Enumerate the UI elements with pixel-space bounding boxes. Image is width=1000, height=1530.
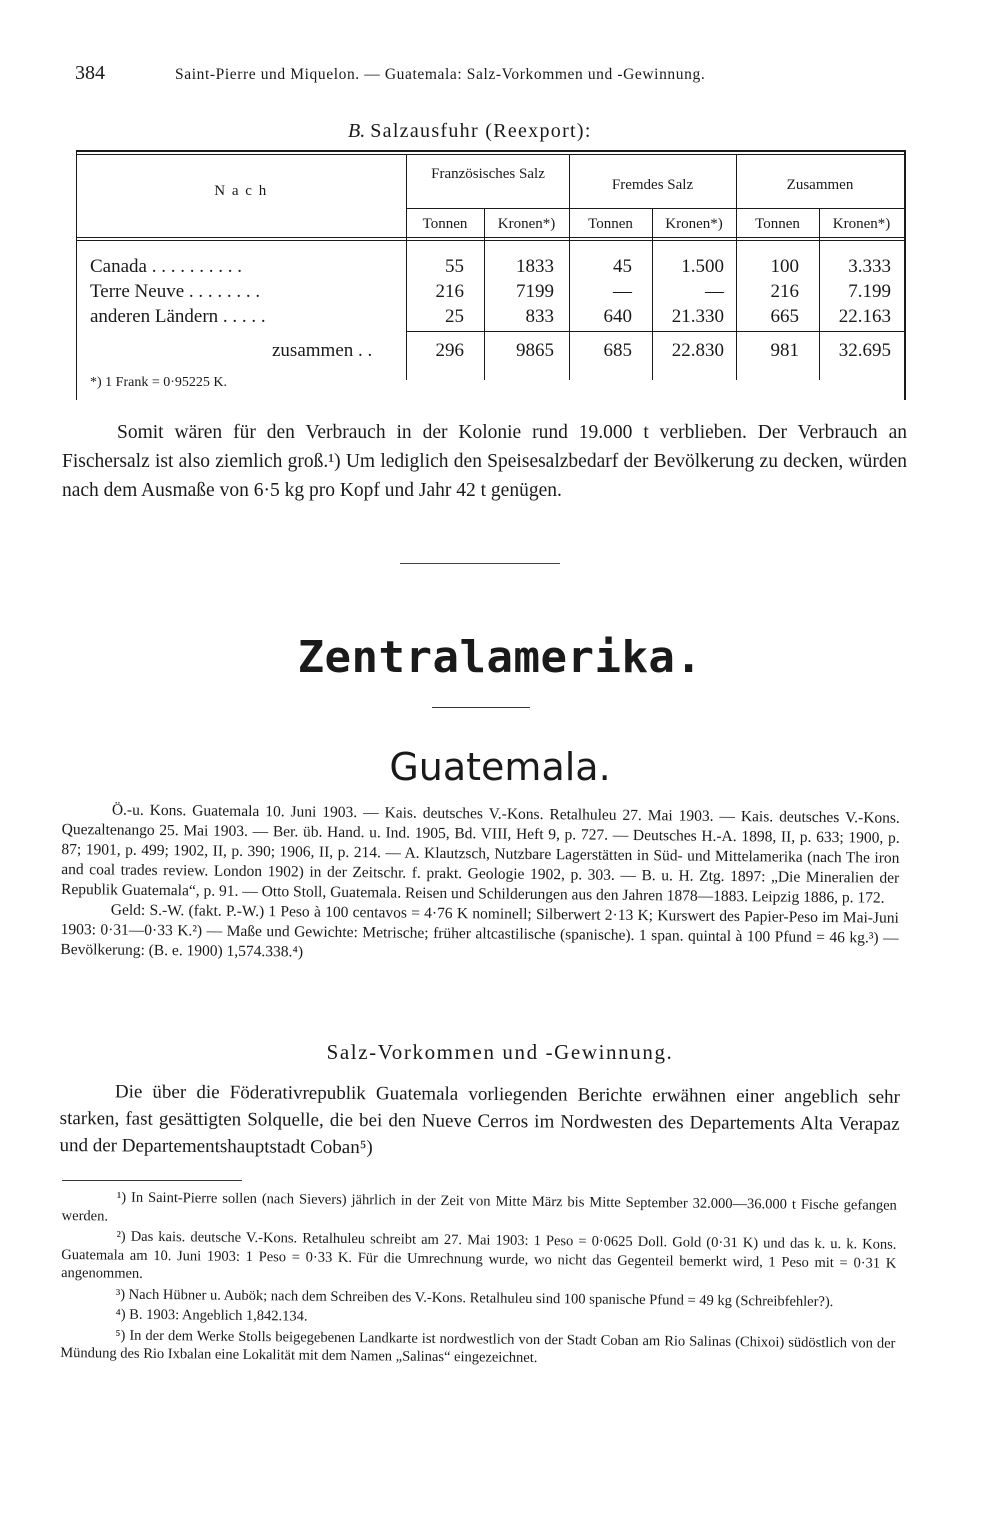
footnotes <box>60 1188 897 1373</box>
table-cell: 216 <box>435 281 464 302</box>
paragraph-consumption <box>62 418 907 505</box>
table-cell: 7.199 <box>848 281 891 302</box>
table-header-mid-rule <box>406 208 906 209</box>
table-total-cell: 32.695 <box>838 340 891 361</box>
section-title: Zentralamerika. <box>297 632 703 683</box>
table-subheader: Kronen*) <box>665 216 723 232</box>
table-group-header: Fremdes Salz <box>611 177 694 193</box>
table-right-rule <box>904 150 906 400</box>
table-total-rule <box>406 331 906 332</box>
table-total-label: zusammen . . <box>272 340 373 361</box>
table-caption-text: Salzausfuhr (Reexport): <box>370 120 592 142</box>
table-top-rule-inner <box>76 154 906 155</box>
table-cell: 25 <box>445 306 464 327</box>
table-row-label: Terre Neuve . . . . . . . . <box>90 281 261 302</box>
table-cell: 1833 <box>516 256 554 277</box>
table-cell: 640 <box>603 306 632 327</box>
table-total-cell: 296 <box>435 340 464 361</box>
table-cell: — <box>705 281 724 302</box>
table-cell: 1.500 <box>681 256 724 277</box>
table-cell: 55 <box>445 256 464 277</box>
table-caption-letter: B. <box>348 120 366 142</box>
table-cell: 3.333 <box>848 256 891 277</box>
table-cell: 833 <box>525 306 554 327</box>
table-total-cell: 9865 <box>516 340 554 361</box>
table-row-label: anderen Ländern . . . . . <box>90 306 266 327</box>
table-group-header: Zusammen <box>786 177 854 193</box>
table-total-cell: 685 <box>603 340 632 361</box>
table-cell: 7199 <box>516 281 554 302</box>
footnote-rule <box>62 1180 242 1181</box>
table-cell: 100 <box>770 256 799 277</box>
table-subheader: Tonnen <box>588 216 633 232</box>
bibliography-money: Geld: S.-W. (fakt. P.-W.) 1 Peso à 100 centavos = 4·76 K nominell; Silberwert 2·13 K; Kurswert des Papier-Peso im Mai-Juni 1903: 0·31—0·33 K.²) — Maße und Gewichte: Metrische; früher altcastilische (spanische). 1 span. quintal à 100 Pfund = 46 kg.³) — Bevölkerung: (B. e. 1900) 1,574.338.⁴) <box>60 901 899 961</box>
table-cell: 216 <box>770 281 799 302</box>
running-title: Saint-Pierre und Miquelon. — Guatemala: Salz-Vorkommen und -Gewinnung. <box>175 66 706 83</box>
footnote-4: ⁴) B. 1903: Angeblich 1,842.134. <box>115 1306 308 1325</box>
table-subheader: Tonnen <box>422 216 468 232</box>
salt-export-table <box>76 150 906 400</box>
table-group-header: Französisches Salz <box>431 166 545 182</box>
bibliography <box>60 800 900 969</box>
paragraph-text: Somit wären für den Verbrauch in der Kolonie rund 19.000 t verblieben. Der Verbrauch an Fischersalz ist also ziemlich groß.¹) Um lediglich den Speisesalzbedarf der Bevölkerung zu decken, würden nach dem Ausmaße von 6·5 kg pro Kopf und Jahr 42 t genügen. <box>62 422 907 501</box>
table-cell: 45 <box>613 256 632 277</box>
bibliography-sources: Ö.-u. Kons. Guatemala 10. Juni 1903. — Kais. deutsches V.-Kons. Retalhuleu 27. Mai 1903. — Kais. deutsches V.-Kons. Quezaltenango 25. Mai 1903. — Ber. üb. Hand. u. Ind. 1905, Bd. VIII, Heft 9, p. 727. — Deutsches H.-A. 1898, II, p. 633; 1900, p. 87; 1901, p. 499; 1902, II, p. 390; 1906, II, p. 214. — A. Klautzsch, Nutzbare Lagerstätten in Süd- und Mittelamerika (nach The iron and coal trades review. London 1902) in der Zeitschr. f. prakt. Geologie 1902, p. 303. — B. u. H. Ztg. 1897: „Die Mineralien der Republik Guatemala“, p. 91. — Otto Stoll, Guatemala. Reisen und Schilderungen aus den Jahren 1878—1883. Leipzig 1886, p. 172. <box>60 801 900 907</box>
table-top-rule <box>76 150 906 152</box>
table-total-cell: 22.830 <box>671 340 724 361</box>
table-cell: — <box>613 281 632 302</box>
table-subheader: Kronen*) <box>497 216 556 232</box>
table-subheader: Tonnen <box>755 216 800 232</box>
paragraph-text: Die über die Föderativrepublik Guatemala vorliegenden Berichte erwähnen einer angeblich sehr starken, fast gesättigten Solquelle, die bei den Nueve Cerros im Nordwesten des Departements Alta Verapaz und der Departementshauptstadt Coban⁵) <box>59 1081 900 1159</box>
table-cell: 665 <box>770 306 799 327</box>
page-number: 384 <box>75 62 105 84</box>
table-header-bottom-rule-inner <box>76 240 906 241</box>
table-header-bottom-rule <box>76 237 906 238</box>
footnote-3: ³) Nach Hübner u. Aubök; nach dem Schreiben des V.-Kons. Retalhuleu sind 100 spanische Pfund = 49 kg (Schreibfehler?). <box>115 1286 834 1310</box>
ornament-divider <box>400 563 560 564</box>
table-caption <box>348 120 592 143</box>
table-cell: 21.330 <box>671 306 724 327</box>
table-total-cell: 981 <box>770 340 799 361</box>
footnote-5: ⁵) In der dem Werke Stolls beigegebenen Landkarte ist nordwestlich von der Stadt Coban am Rio Salinas (Chixoi) südöstlich von der Mündung des Rio Ixbalan eine Lokalität mit dem Namen „Salinas“ eingezeichnet. <box>60 1327 896 1366</box>
footnote-1: ¹) In Saint-Pierre sollen (nach Sievers) jährlich in der Zeit von Mitte März bis Mitte September 32.000—36.000 t Fische gefangen werden. <box>61 1189 897 1224</box>
table-row-label: Canada . . . . . . . . . . <box>90 256 242 277</box>
country-title: Guatemala. <box>389 745 611 789</box>
footnote-2: ²) Das kais. deutsche V.-Kons. Retalhuleu schreibt am 27. Mai 1903: 1 Peso = 0·0625 Doll. Gold (0·31 K) und das k. u. k. Kons. Guatemala am 10. Juni 1903: 1 Peso = 0·33 K. Für die Umrechnung wurde, wo nicht das Gegenteil bemerkt wird, 1 Peso mit = 0·31 K angenommen. <box>61 1228 897 1282</box>
table-footnote: *) 1 Frank = 0·95225 K. <box>90 375 227 390</box>
table-subheader: Kronen*) <box>832 216 891 232</box>
subsection-title: Salz-Vorkommen und -Gewinnung. <box>326 1040 674 1064</box>
paragraph-salt-occurrence <box>59 1078 900 1165</box>
section-title-rule <box>432 707 530 708</box>
table-cell: 22.163 <box>838 306 891 327</box>
table-header-nach: N a c h <box>214 183 268 199</box>
